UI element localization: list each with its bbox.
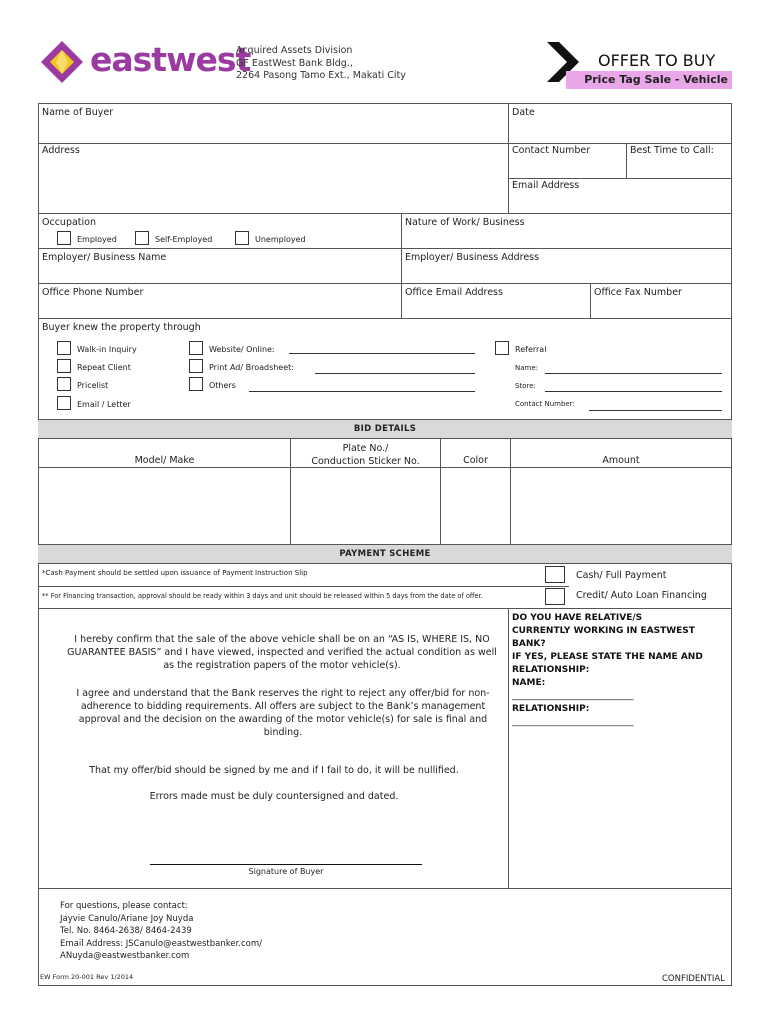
cash-note: *Cash Payment should be settled upon issuance of Payment Instruction Slip xyxy=(42,569,308,577)
contact-line: Jayvie Canulo/Ariane Joy Nuyda xyxy=(60,913,194,924)
address-line: GF EastWest Bank Bldg., xyxy=(236,57,353,69)
relative-name-label: NAME: xyxy=(512,678,546,688)
print-ad-label: Print Ad/ Broadsheet: xyxy=(209,363,294,372)
col-amount: Amount xyxy=(602,455,640,466)
bid-color-cell[interactable] xyxy=(441,468,510,543)
pricelist-label: Pricelist xyxy=(77,381,109,390)
contact-info xyxy=(60,900,262,963)
eastwest-logo-icon xyxy=(40,40,84,84)
terms-paragraph-1: I hereby confirm that the sale of the above vehicle shall be on an “AS IS, WHERE IS, NO GUARANTEE BASIS” and I have viewed, inspected and verified the actual condition as well as the registration papers of the motor vehicle(s). xyxy=(67,634,497,671)
date-label: Date xyxy=(512,107,535,118)
division-address xyxy=(236,45,406,83)
cash-payment-label: Cash/ Full Payment xyxy=(576,570,667,581)
walk-in-label: Walk-in Inquiry xyxy=(77,345,137,354)
website-checkbox[interactable] xyxy=(189,341,203,355)
unemployed-label: Unemployed xyxy=(255,235,306,244)
logo-wordmark: eastwest xyxy=(90,40,251,79)
form-title: OFFER TO BUY xyxy=(598,51,716,70)
col-plate-number xyxy=(291,442,440,468)
relationship-input[interactable]: ___________________________ xyxy=(512,717,634,727)
office-fax-label: Office Fax Number xyxy=(594,287,682,298)
employed-checkbox[interactable] xyxy=(57,231,71,245)
bid-plate-cell[interactable] xyxy=(291,468,440,543)
office-email-field[interactable] xyxy=(402,300,589,317)
contact-number-label: Contact Number xyxy=(512,145,591,156)
relationship-label: RELATIONSHIP: xyxy=(512,704,590,714)
best-time-label: Best Time to Call: xyxy=(630,145,714,156)
address-label: Address xyxy=(42,145,80,156)
bid-details-header: BID DETAILS xyxy=(38,419,732,439)
unemployed-checkbox[interactable] xyxy=(235,231,249,245)
nature-of-work-label: Nature of Work/ Business xyxy=(405,217,525,228)
source-title: Buyer knew the property through xyxy=(42,322,201,333)
repeat-client-label: Repeat Client xyxy=(77,363,131,372)
contact-line: For questions, please contact: xyxy=(60,901,188,911)
terms-paragraph-4: Errors made must be duly countersigned and dated. xyxy=(149,791,399,802)
credit-financing-label: Credit/ Auto Loan Financing xyxy=(576,590,707,601)
employed-label: Employed xyxy=(77,235,117,244)
others-checkbox[interactable] xyxy=(189,377,203,391)
referral-name-label: Name: xyxy=(515,364,539,372)
repeat-client-checkbox[interactable] xyxy=(57,359,71,373)
financing-note: ** For Financing transaction, approval should be ready within 3 days and unit should be released within 5 days from the date of offer. xyxy=(42,592,483,600)
referral-name-input[interactable] xyxy=(545,373,722,374)
email-address-field[interactable] xyxy=(509,193,731,212)
contact-line: Email Address: JSCanulo@eastwestbanker.com/ xyxy=(60,938,262,949)
bid-amount-cell[interactable] xyxy=(511,468,731,543)
referral-contact-label: Contact Number: xyxy=(515,400,575,408)
email-letter-label: Email / Letter xyxy=(77,400,131,409)
form-subtitle: Price Tag Sale - Vehicle xyxy=(566,71,732,89)
website-label: Website/ Online: xyxy=(209,345,275,354)
employer-name-label: Employer/ Business Name xyxy=(42,252,167,263)
pricelist-checkbox[interactable] xyxy=(57,377,71,391)
col-color: Color xyxy=(463,455,488,466)
bid-model-cell[interactable] xyxy=(39,468,290,543)
employer-address-label: Employer/ Business Address xyxy=(405,252,540,263)
employer-address-field[interactable] xyxy=(402,265,731,282)
others-label: Others xyxy=(209,381,236,390)
print-ad-input[interactable] xyxy=(315,373,475,374)
relative-name-input[interactable]: ___________________________ xyxy=(512,691,634,701)
office-phone-label: Office Phone Number xyxy=(42,287,144,298)
office-email-label: Office Email Address xyxy=(405,287,503,298)
employer-name-field[interactable] xyxy=(39,265,400,282)
confidential-label: CONFIDENTIAL xyxy=(662,974,725,984)
relative-question-line: DO YOU HAVE RELATIVE/S xyxy=(512,613,643,623)
contact-line: Tel. No. 8464-2638/ 8464-2439 xyxy=(60,926,192,936)
address-line: 2264 Pasong Tamo Ext., Makati City xyxy=(236,70,406,81)
office-fax-field[interactable] xyxy=(591,300,731,317)
best-time-field[interactable] xyxy=(627,158,731,177)
contact-number-field[interactable] xyxy=(509,158,625,177)
credit-financing-checkbox[interactable] xyxy=(545,588,565,605)
relative-question-line: BANK? xyxy=(512,639,546,649)
name-of-buyer-label: Name of Buyer xyxy=(42,107,114,118)
print-ad-checkbox[interactable] xyxy=(189,359,203,373)
self-employed-label: Self-Employed xyxy=(155,235,213,244)
signature-line[interactable] xyxy=(150,864,422,865)
walk-in-checkbox[interactable] xyxy=(57,341,71,355)
terms-paragraph-3: That my offer/bid should be signed by me and if I fail to do, it will be nullified. xyxy=(89,765,459,776)
relative-question-line: RELATIONSHIP: xyxy=(512,665,590,675)
relative-question-line: IF YES, PLEASE STATE THE NAME AND xyxy=(512,652,703,662)
referral-checkbox[interactable] xyxy=(495,341,509,355)
occupation-label: Occupation xyxy=(42,217,96,228)
referral-store-input[interactable] xyxy=(545,391,722,392)
col-model-make: Model/ Make xyxy=(134,455,195,466)
referral-store-label: Store: xyxy=(515,382,536,390)
website-input[interactable] xyxy=(289,353,475,354)
self-employed-checkbox[interactable] xyxy=(135,231,149,245)
date-field[interactable] xyxy=(509,120,731,142)
email-letter-checkbox[interactable] xyxy=(57,396,71,410)
email-address-label: Email Address xyxy=(512,180,580,191)
others-input[interactable] xyxy=(249,391,475,392)
col-plate-line: Conduction Sticker No. xyxy=(311,456,420,467)
nature-of-work-field[interactable] xyxy=(402,230,731,247)
name-of-buyer-field[interactable] xyxy=(39,120,507,142)
relative-section xyxy=(512,612,703,729)
form-number: EW Form 20-001 Rev 1/2014 xyxy=(40,973,134,981)
referral-contact-input[interactable] xyxy=(589,410,722,411)
cash-payment-checkbox[interactable] xyxy=(545,566,565,583)
relative-question-line: CURRENTLY WORKING IN EASTWEST xyxy=(512,626,695,636)
office-phone-field[interactable] xyxy=(39,300,400,317)
address-field[interactable] xyxy=(39,158,507,212)
payment-scheme-header: PAYMENT SCHEME xyxy=(38,544,732,564)
address-line: Acquired Assets Division xyxy=(236,45,353,56)
col-plate-line: Plate No./ xyxy=(342,443,389,454)
referral-label: Referral xyxy=(515,345,547,354)
terms-paragraph-2: I agree and understand that the Bank reserves the right to reject any offer/bid for non-adherence to bidding requirements. All offers are subject to the Bank’s management approval and the decision on the awarding of the motor vehicle(s) for sale is final and binding. xyxy=(76,688,490,738)
signature-label: Signature of Buyer xyxy=(248,867,324,876)
contact-line: ANuyda@eastwestbanker.com xyxy=(60,951,190,961)
